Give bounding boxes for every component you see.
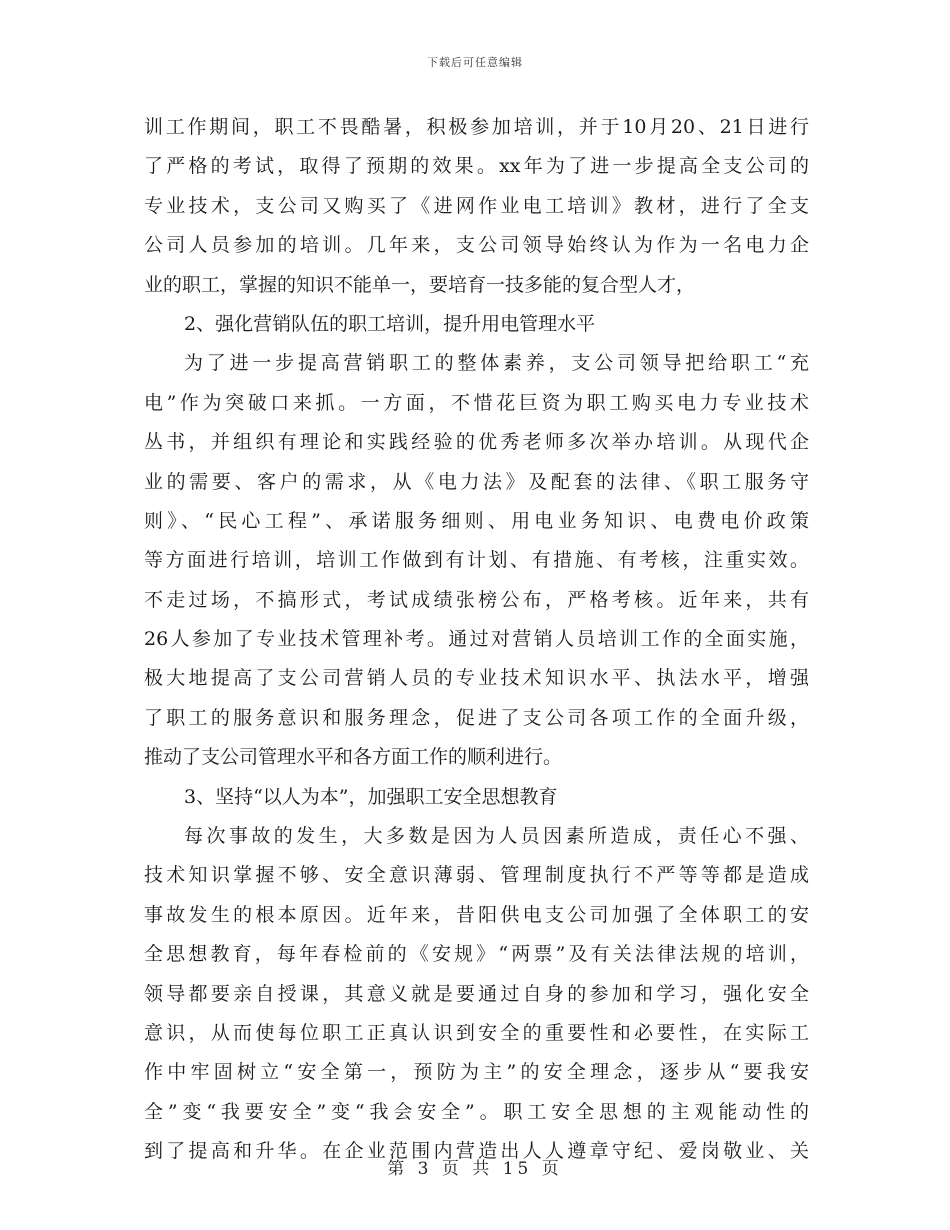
text-line: 业的职工，掌握的知识不能单一，要培育一技多能的复合型人才， [144, 273, 696, 296]
text-line: 技术知识掌握不够、安全意识薄弱、管理制度执行不严等等都是造成 [144, 864, 809, 887]
text-line: 推动了支公司管理水平和各方面工作的顺利进行。 [144, 746, 563, 769]
text-line: 公司人员参加的培训。几年来，支公司领导始终认为作为一名电力企 [144, 234, 809, 257]
text-line: 全思想教育，每年春检前的《安规》“两票”及有关法律法规的培训， [144, 943, 809, 966]
text-line: 到了提高和升华。在企业范围内营造出人人遵章守纪、爱岗敬业、关 [144, 1140, 809, 1163]
document-body [144, 108, 809, 1172]
text-line: 电”作为突破口来抓。一方面，不惜花巨资为职工购买电力专业技术 [144, 391, 809, 414]
text-line: 训工作期间，职工不畏酷暑，积极参加培训，并于10月20、21日进行 [144, 116, 809, 138]
text-line: 意识，从而使每位职工正真认识到安全的重要性和必要性，在实际工 [144, 1021, 809, 1044]
text-line: 了职工的服务意识和服务理念，促进了支公司各项工作的全面升级， [144, 706, 809, 729]
text-line: 等方面进行培训，培训工作做到有计划、有措施、有考核，注重实效。 [144, 549, 809, 572]
text-line: 了严格的考试，取得了预期的效果。xx年为了进一步提高全支公司的 [144, 155, 809, 178]
text-line: 事故发生的根本原因。近年来，昔阳供电支公司加强了全体职工的安 [144, 903, 809, 926]
header-note: 下载后可任意编辑 [427, 56, 523, 69]
text-line: 领导都要亲自授课，其意义就是要通过自身的参加和学习，强化安全 [144, 982, 809, 1005]
text-line: 业的需要、客户的需求，从《电力法》及配套的法律、《职工服务守 [144, 470, 809, 493]
text-line: 不走过场，不搞形式，考试成绩张榜公布，严格考核。近年来，共有 [144, 588, 809, 611]
page-footer: 第 3 页 共 15 页 [387, 1159, 563, 1179]
text-line: 专业技术，支公司又购买了《进网作业电工培训》教材，进行了全支 [144, 194, 809, 217]
text-line: 每次事故的发生，大多数是因为人员因素所造成，责任心不强、 [184, 825, 809, 848]
text-line: 2、强化营销队伍的职工培训，提升用电管理水平 [184, 312, 596, 335]
text-line: 26人参加了专业技术管理补考。通过对营销人员培训工作的全面实施， [144, 628, 809, 651]
text-line: 全”变“我要安全”变“我会安全”。职工安全思想的主观能动性的 [144, 1100, 809, 1123]
text-line: 3、坚持“以人为本”，加强职工安全思想教育 [184, 785, 558, 808]
text-line: 为了进一步提高营销职工的整体素养，支公司领导把给职工“充 [184, 352, 809, 375]
text-line: 丛书，并组织有理论和实践经验的优秀老师多次举办培训。从现代企 [144, 431, 809, 454]
text-line: 极大地提高了支公司营销人员的专业技术知识水平、执法水平，增强 [144, 667, 809, 690]
text-line: 作中牢固树立“安全第一，预防为主”的安全理念，逐步从“要我安 [144, 1061, 809, 1084]
text-line: 则》、“民心工程”、承诺服务细则、用电业务知识、电费电价政策 [144, 509, 809, 532]
